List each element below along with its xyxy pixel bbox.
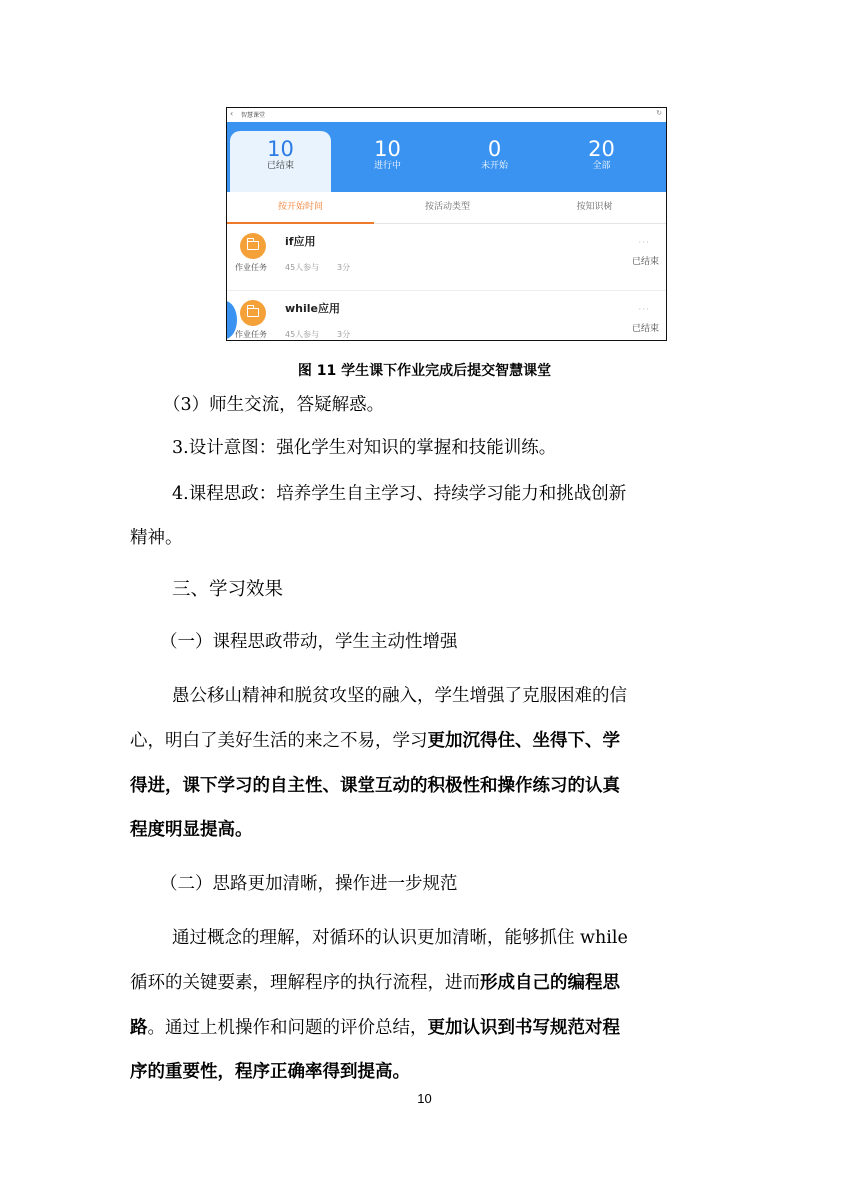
item-name: while应用 bbox=[285, 302, 340, 315]
refresh-icon[interactable]: ↻ bbox=[656, 109, 662, 117]
bold-text-run: 路 bbox=[130, 1018, 148, 1038]
more-icon[interactable]: ··· bbox=[638, 305, 650, 315]
tab-by-activity-type[interactable]: 按活动类型 bbox=[424, 202, 470, 212]
item-participants: 45人参与 bbox=[285, 263, 320, 272]
list-item[interactable] bbox=[227, 224, 666, 291]
stat-not-started[interactable] bbox=[442, 122, 547, 192]
tab-by-start-time[interactable]: 按开始时间 bbox=[227, 192, 374, 223]
stat-finished[interactable] bbox=[230, 131, 331, 192]
bold-text-run: 更加沉得住、坐得下、学 bbox=[427, 731, 620, 751]
paragraph-line: 序的重要性，程序正确率得到提高。 bbox=[130, 1062, 410, 1082]
item-name: if应用 bbox=[285, 235, 316, 248]
paragraph-line: 4.课程思政：培养学生自主学习、持续学习能力和挑战创新 bbox=[172, 484, 627, 504]
item-participants: 45人参与 bbox=[285, 330, 320, 339]
folder-icon bbox=[240, 233, 266, 259]
stat-label: 已结束 bbox=[266, 161, 294, 171]
text-run: 循环的关键要素，理解程序的执行流程，进而 bbox=[130, 973, 480, 993]
subsection-heading: （一）课程思政带动，学生主动性增强 bbox=[160, 632, 458, 652]
item-status: 已结束 bbox=[631, 324, 659, 334]
stat-count: 10 bbox=[374, 137, 401, 161]
tab-by-knowledge-tree[interactable]: 按知识树 bbox=[576, 202, 613, 212]
item-kind: 作业任务 bbox=[235, 263, 267, 272]
item-kind: 作业任务 bbox=[235, 330, 267, 339]
stat-label: 全部 bbox=[592, 161, 611, 171]
sort-tabs bbox=[227, 192, 666, 224]
paragraph-line: 通过概念的理解，对循环的认识更加清晰，能够抓住 while bbox=[172, 928, 628, 948]
paragraph-line bbox=[130, 963, 720, 1003]
paragraph-line: 得进，课下学习的自主性、课堂互动的积极性和操作练习的认真 bbox=[130, 776, 620, 796]
app-titlebar bbox=[227, 108, 666, 122]
stat-count: 20 bbox=[588, 137, 615, 161]
list-item[interactable] bbox=[227, 291, 666, 341]
paragraph-line bbox=[130, 1008, 720, 1048]
figure-caption: 图 11 学生课下作业完成后提交智慧课堂 bbox=[297, 363, 552, 379]
stats-banner bbox=[227, 122, 666, 192]
subsection-heading: （二）思路更加清晰，操作进一步规范 bbox=[160, 874, 458, 894]
text-run: 心，明白了美好生活的来之不易，学习 bbox=[130, 731, 428, 751]
more-icon[interactable]: ··· bbox=[638, 238, 650, 248]
stat-all[interactable] bbox=[549, 122, 654, 192]
stat-label: 进行中 bbox=[373, 161, 401, 171]
app-screenshot bbox=[226, 107, 667, 341]
paragraph-line: 程度明显提高。 bbox=[130, 820, 253, 840]
text-run: 。通过上机操作和问题的评价总结， bbox=[147, 1018, 428, 1038]
item-score: 3分 bbox=[337, 330, 351, 339]
paragraph-line: （3）师生交流，答疑解惑。 bbox=[163, 395, 385, 415]
item-score: 3分 bbox=[337, 263, 351, 272]
paragraph-line: 3.设计意图：强化学生对知识的掌握和技能训练。 bbox=[172, 438, 557, 458]
stat-in-progress[interactable] bbox=[335, 122, 440, 192]
bold-text-run: 形成自己的编程思 bbox=[480, 973, 620, 993]
app-title: 智慧课堂 bbox=[241, 112, 266, 119]
paragraph-line bbox=[130, 721, 720, 761]
stat-count: 10 bbox=[267, 137, 294, 161]
paragraph-line: 愚公移山精神和脱贫攻坚的融入，学生增强了克服困难的信 bbox=[172, 686, 627, 706]
stat-label: 未开始 bbox=[480, 161, 508, 171]
bold-text-run: 更加认识到书写规范对程 bbox=[427, 1018, 620, 1038]
back-icon[interactable]: ‹ bbox=[230, 109, 234, 118]
item-status: 已结束 bbox=[631, 257, 659, 267]
folder-icon bbox=[240, 300, 266, 326]
page-number: 10 bbox=[417, 1091, 432, 1106]
section-heading: 三、学习效果 bbox=[172, 579, 284, 600]
paragraph-line: 精神。 bbox=[130, 528, 183, 548]
stat-count: 0 bbox=[487, 137, 502, 161]
